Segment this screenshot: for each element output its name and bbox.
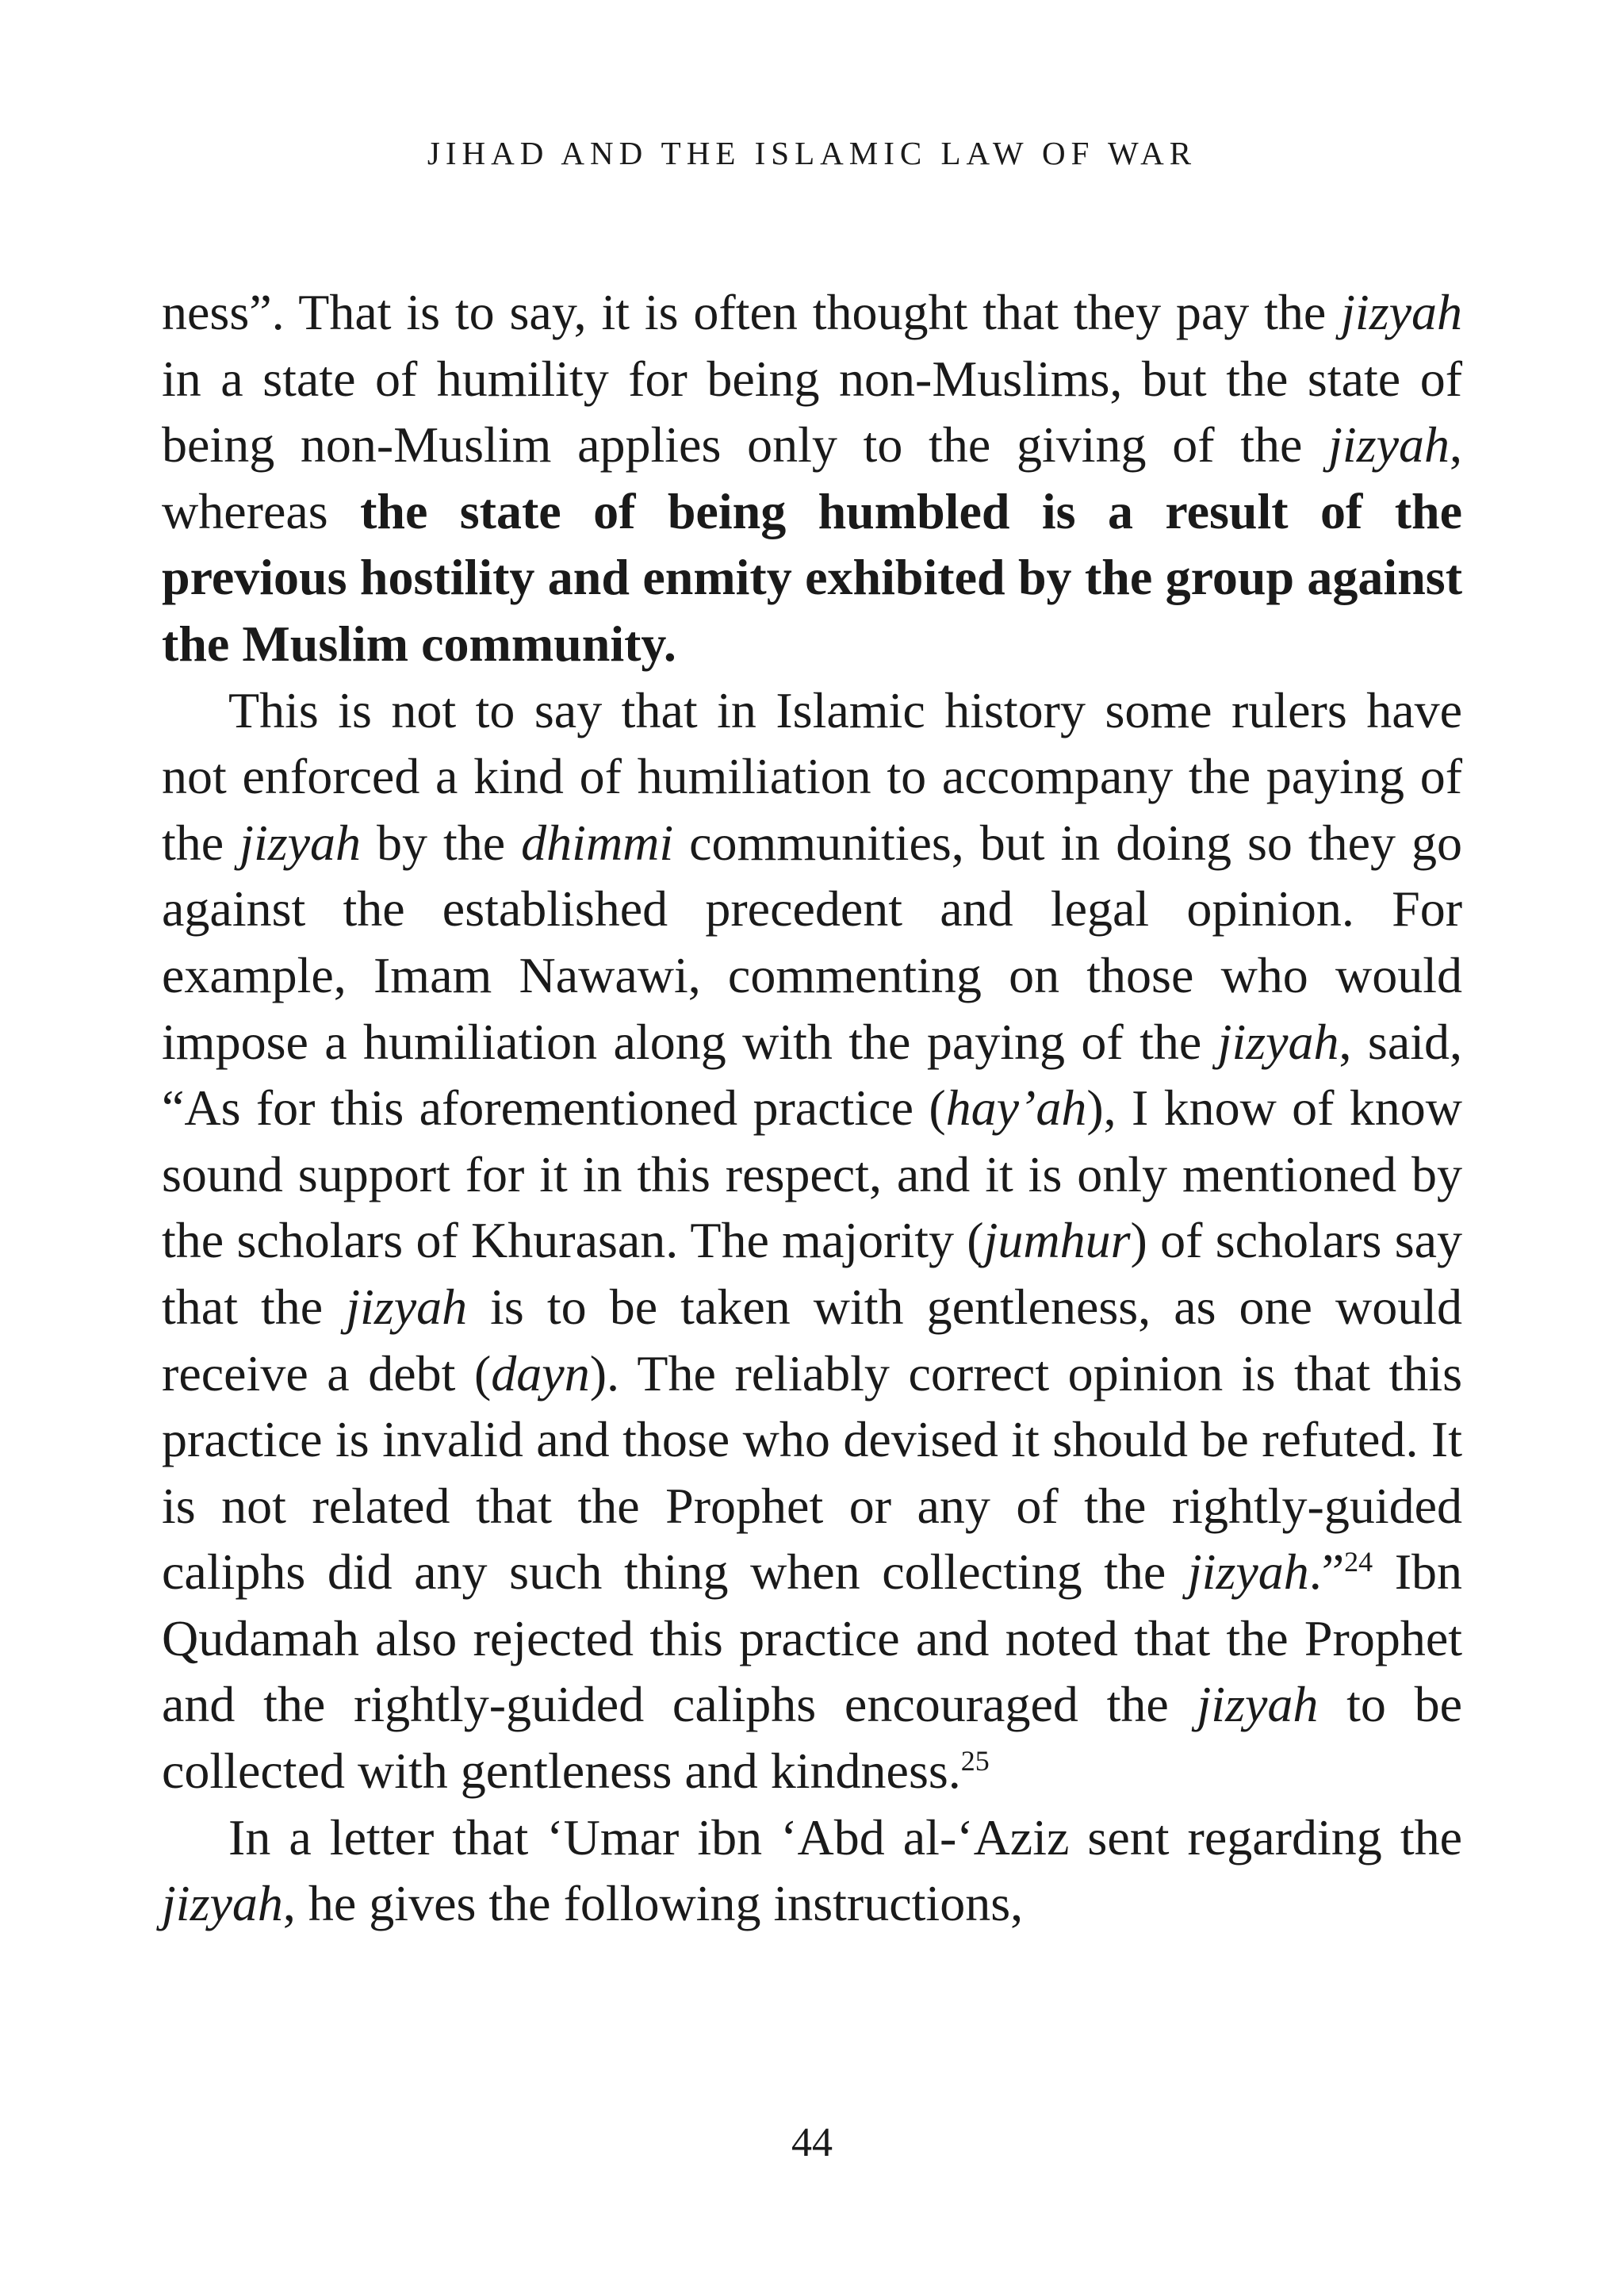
paragraph-3: In a letter that ‘Umar ibn ‘Abd al-‘Aziz sent regarding the jizyah, he gives the following instructions, (162, 1808, 1462, 1932)
paragraph-2: This is not to say that in Islamic history some rulers have not enforced a kind of humiliation to accompany the paying of the jizyah by the dhimmi communities, but in doing so they go against the established precedent and legal opinion. For example, Imam Nawawi, commenting on those who would impose a humiliation along with the paying of the jizyah, said, “As for this aforementioned practice (hay’ah), I know of know sound support for it in this respect, and it is only mentioned by the scholars of Khurasan. The majority (jumhur) of scholars say that the jizyah is to be taken with gentleness, as one would receive a debt (dayn). The reliably correct opinion is that this practice is invalid and those who devised it should be refuted. It is not related that the Prophet or any of the rightly-guided caliphs did any such thing when collecting the jizyah.”$^{24}$ Ibn Qudamah also rejected this practice and noted that the Prophet and the rightly-guided caliphs encouraged the jizyah to be collected with gentleness and kindness.$^{25}$ (162, 681, 1463, 1800)
body-text (162, 279, 1462, 1937)
footnote-ref-25[interactable]: 25 (960, 1745, 990, 1777)
running-head: JIHAD AND THE ISLAMIC LAW OF WAR (427, 135, 1197, 171)
footnote-ref-24[interactable]: 24 (1344, 1546, 1373, 1578)
paragraph-1: ness”. That is to say, it is often thought that they pay the jizyah in a state of humility for being non-Muslims, but the state of being non-Muslim applies only to the giving of the jizyah, whereas the state of being humbled is a result of the previous hostility and enmity exhibited by the group against the Muslim community. (162, 284, 1463, 672)
bold-emphasis: the state of being humbled is a result of the previous hostility and enmity exhibited by the group against the Muslim community. (162, 482, 1463, 672)
page-number: 44 (791, 2120, 833, 2165)
